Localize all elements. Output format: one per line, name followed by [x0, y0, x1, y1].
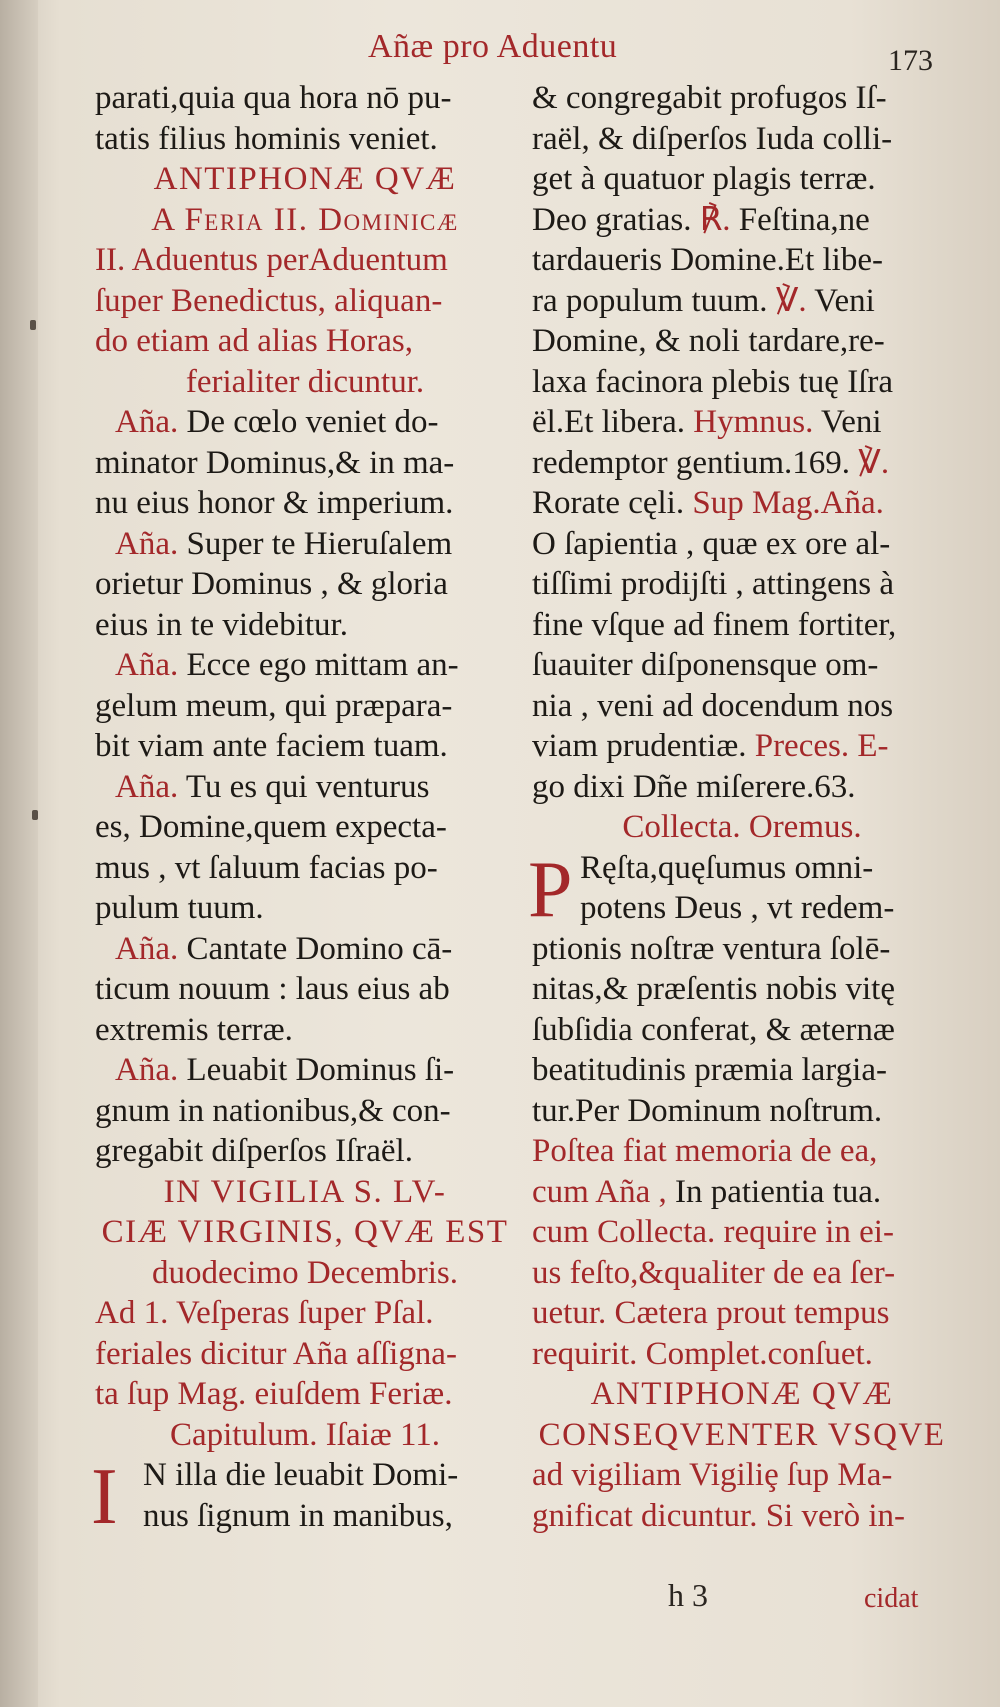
- text-line: [95, 1050, 515, 1091]
- text-line: [95, 1374, 515, 1415]
- body-text: potens Deus , vt redem-: [580, 890, 895, 926]
- text-line: [95, 1415, 515, 1456]
- body-text: go dixi Dñe miſerere.63.: [532, 768, 856, 805]
- body-text: tiſſimi prodijſti , attingens à: [532, 566, 895, 602]
- text-line: [95, 807, 515, 848]
- body-text: ſubſidia conferat, & æternæ: [532, 1011, 895, 1048]
- rubric-heading: ANTIPHONÆ QVÆ: [590, 1376, 894, 1412]
- body-text: bit viam ante faciem tuam.: [95, 728, 448, 764]
- red-rubric-text: requirit. Complet.conſuet.: [532, 1335, 873, 1372]
- drop-capital: P: [528, 845, 573, 934]
- rubric-marker: ℣.: [775, 282, 815, 319]
- text-line: [532, 1131, 952, 1172]
- body-text: es, Domine,quem expecta-: [95, 809, 447, 845]
- text-line: [95, 1131, 515, 1172]
- text-line: [532, 524, 952, 565]
- rubric-marker: ℟.: [699, 201, 739, 238]
- running-header: Añæ pro Aduentu: [368, 28, 618, 65]
- rubric-heading: IN VIGILIA S. LV-: [163, 1173, 447, 1210]
- text-line: [95, 240, 515, 281]
- text-line: [532, 281, 952, 322]
- text-line: [95, 362, 515, 403]
- page-number: 173: [888, 44, 933, 77]
- text-line: [532, 119, 952, 160]
- rubric-subheading: Capitulum. Iſaiæ 11.: [169, 1416, 441, 1453]
- antiphon-marker: Aña.: [115, 404, 179, 440]
- body-text: Veni: [821, 404, 882, 440]
- red-rubric-text: II. Aduentus perAduentum: [95, 242, 448, 278]
- antiphon-text: Super te Hieruſalem: [178, 525, 453, 562]
- text-line: [95, 200, 515, 241]
- text-line: [532, 645, 952, 686]
- text-line: [532, 969, 952, 1010]
- body-text: gregabit diſperſos Iſraël.: [95, 1133, 413, 1169]
- text-line: [95, 1091, 515, 1132]
- rubric-heading: ANTIPHONÆ QVÆ: [153, 161, 457, 197]
- red-rubric-text: uetur. Cætera prout tempus: [532, 1295, 890, 1331]
- body-text: parati,quia qua hora nō pu-: [95, 80, 452, 116]
- text-line: [95, 1293, 515, 1334]
- text-line: [532, 564, 952, 605]
- red-rubric-text: us feſto,&qualiter de ea ſer-: [532, 1254, 896, 1291]
- incipit-text: In patientia tua.: [674, 1173, 882, 1210]
- antiphon-marker: Aña.: [115, 525, 179, 562]
- body-text: raël, & diſperſos Iuda colli-: [532, 120, 893, 157]
- body-text: laxa facinora plebis tuę Iſra: [532, 363, 893, 400]
- red-rubric-text: Poſtea fiat memoria de ea,: [532, 1133, 878, 1169]
- body-text: nia , veni ad docendum nos: [532, 687, 894, 724]
- text-line: [95, 443, 515, 484]
- text-line: [532, 1496, 952, 1537]
- text-line: [95, 564, 515, 605]
- rubric-heading: A Feria II. Dominicæ: [151, 201, 459, 238]
- text-line: [532, 1455, 952, 1496]
- rubric-marker: Hymnus.: [693, 404, 822, 440]
- body-text: Domine, & noli tardare,re-: [532, 323, 885, 359]
- antiphon-marker: Aña.: [115, 768, 179, 805]
- text-line: [532, 767, 952, 808]
- text-line: [95, 848, 515, 889]
- antiphon-text: De cœlo veniet do-: [178, 404, 439, 440]
- text-line: [95, 119, 515, 160]
- antiphon-marker: Aña.: [115, 1052, 179, 1088]
- antiphon-text: Leuabit Dominus ſi-: [178, 1052, 455, 1088]
- text-line: [95, 605, 515, 646]
- text-line: [95, 524, 515, 565]
- text-line: [532, 321, 952, 362]
- text-line: [532, 929, 952, 970]
- text-line: [532, 807, 952, 848]
- body-text: eius in te videbitur.: [95, 606, 348, 643]
- margin-mark: [30, 320, 36, 330]
- body-text: tur.Per Dominum noſtrum.: [532, 1092, 883, 1129]
- antiphon-text: Tu es qui venturus: [178, 768, 430, 805]
- text-line: [532, 362, 952, 403]
- body-text: N illa die leuabit Domi-: [143, 1457, 459, 1493]
- text-line: [532, 78, 952, 119]
- page-gutter: [0, 0, 38, 1707]
- text-line: [95, 281, 515, 322]
- body-text: & congregabit profugos Iſ-: [532, 80, 887, 116]
- antiphon-text: Cantate Domino cā-: [178, 930, 453, 967]
- rubric-heading: CONSEQVENTER VSQVE: [538, 1416, 946, 1453]
- body-text: nu eius honor & imperium.: [95, 485, 454, 521]
- body-text: pulum tuum.: [95, 890, 264, 926]
- rubric-subheading: ferialiter dicuntur.: [185, 363, 425, 400]
- catchword: cidat: [864, 1583, 919, 1614]
- antiphon-marker: Aña.: [115, 930, 179, 967]
- antiphon-text: Ecce ego mittam an-: [178, 647, 459, 683]
- red-rubric-text: ſuper Benedictus, aliquan-: [95, 282, 443, 319]
- text-line: [95, 78, 515, 119]
- text-line: [532, 159, 952, 200]
- text-line: [532, 240, 952, 281]
- body-text: minator Dominus,& in ma-: [95, 444, 455, 481]
- text-line: [95, 726, 515, 767]
- text-line: [532, 402, 952, 443]
- red-rubric-text: feriales dicitur Aña aſſigna-: [95, 1335, 457, 1372]
- body-text: Feſtina,ne: [738, 201, 870, 238]
- red-rubric-text: do etiam ad alias Horas,: [95, 323, 413, 359]
- body-text: mus , vt ſaluum facias po-: [95, 849, 438, 886]
- body-text: Veni: [814, 282, 875, 319]
- text-line: [532, 1212, 952, 1253]
- red-rubric-text: ta ſup Mag. eiuſdem Feriæ.: [95, 1376, 453, 1412]
- body-text: nus ſignum in manibus,: [143, 1497, 453, 1534]
- body-text: ra populum tuum.: [532, 282, 776, 319]
- text-line: [532, 1253, 952, 1294]
- rubric-marker: Sup Mag.Aña.: [692, 485, 884, 521]
- text-line: [95, 888, 515, 929]
- body-text: nitas,& præſentis nobis vitę: [532, 971, 895, 1007]
- red-rubric-text: gnificat dicuntur. Si verò in-: [532, 1497, 906, 1534]
- body-text: Rorate cęli.: [532, 485, 693, 521]
- left-column: [91, 78, 515, 1541]
- body-text: Ręſta,quęſumus omni-: [580, 849, 874, 886]
- body-text: gelum meum, qui præpara-: [95, 687, 453, 724]
- text-line: [95, 159, 515, 200]
- red-rubric-text: Ad 1. Veſperas ſuper Pſal.: [95, 1295, 434, 1331]
- text-line: [95, 1212, 515, 1253]
- text-line: [532, 726, 952, 767]
- right-column: [528, 78, 952, 1536]
- text-line: [532, 1415, 952, 1456]
- body-text: ël.Et libera.: [532, 404, 694, 440]
- text-line: [95, 402, 515, 443]
- text-line: [95, 1253, 515, 1294]
- text-line: [532, 443, 952, 484]
- text-line: [95, 1010, 515, 1051]
- body-text: get à quatuor plagis terræ.: [532, 161, 876, 197]
- red-rubric-text: cum Aña ,: [532, 1173, 675, 1210]
- text-line: [95, 969, 515, 1010]
- text-line: [532, 1010, 952, 1051]
- body-text: ticum nouum : laus eius ab: [95, 971, 450, 1007]
- text-line: [95, 686, 515, 727]
- text-line: [532, 1050, 952, 1091]
- text-line: [532, 888, 952, 929]
- body-text: viam prudentiæ.: [532, 728, 755, 764]
- text-line: [532, 1374, 952, 1415]
- body-text: orietur Dominus , & gloria: [95, 566, 448, 602]
- rubric-marker: Preces. E-: [754, 728, 889, 764]
- text-line: [532, 605, 952, 646]
- red-rubric-text: cum Collecta. require in ei-: [532, 1214, 894, 1250]
- body-text: ptionis noſtræ ventura ſolē-: [532, 930, 891, 967]
- text-line: [95, 1172, 515, 1213]
- red-rubric-text: ad vigiliam Vigiliȩ ſup Ma-: [532, 1457, 893, 1493]
- drop-capital: I: [91, 1453, 118, 1541]
- text-line: [95, 483, 515, 524]
- body-text: extremis terræ.: [95, 1011, 293, 1048]
- signature-mark: h 3: [668, 1577, 708, 1613]
- body-text: ſuauiter diſponensque om-: [532, 647, 879, 683]
- text-line: [95, 1496, 515, 1537]
- text-line: [532, 1172, 952, 1213]
- body-text: gnum in nationibus,& con-: [95, 1092, 451, 1129]
- text-line: [532, 1091, 952, 1132]
- text-line: [532, 200, 952, 241]
- rubric-heading: CIÆ VIRGINIS, QVÆ EST: [101, 1214, 509, 1250]
- margin-mark: [32, 810, 38, 820]
- body-text: O ſapientia , quæ ex ore al-: [532, 525, 891, 562]
- rubric-marker: ℣.: [858, 444, 890, 481]
- body-text: tatis filius hominis veniet.: [95, 120, 438, 157]
- text-line: [95, 645, 515, 686]
- text-line: [532, 1334, 952, 1375]
- body-text: fine vſque ad finem fortiter,: [532, 606, 897, 643]
- body-text: tardaueris Domine.Et libe-: [532, 242, 883, 278]
- body-text: redemptor gentium.169.: [532, 444, 859, 481]
- text-line: [95, 1334, 515, 1375]
- text-line: [95, 929, 515, 970]
- text-line: [532, 483, 952, 524]
- text-line: [532, 686, 952, 727]
- body-text: Deo gratias.: [532, 201, 700, 238]
- text-line: [95, 767, 515, 808]
- rubric-subheading: duodecimo Decembris.: [151, 1254, 459, 1291]
- text-line: [95, 321, 515, 362]
- body-text: beatitudinis præmia largia-: [532, 1052, 887, 1088]
- antiphon-marker: Aña.: [115, 647, 179, 683]
- rubric-subheading: Collecta. Oremus.: [622, 809, 862, 845]
- text-line: [532, 1293, 952, 1334]
